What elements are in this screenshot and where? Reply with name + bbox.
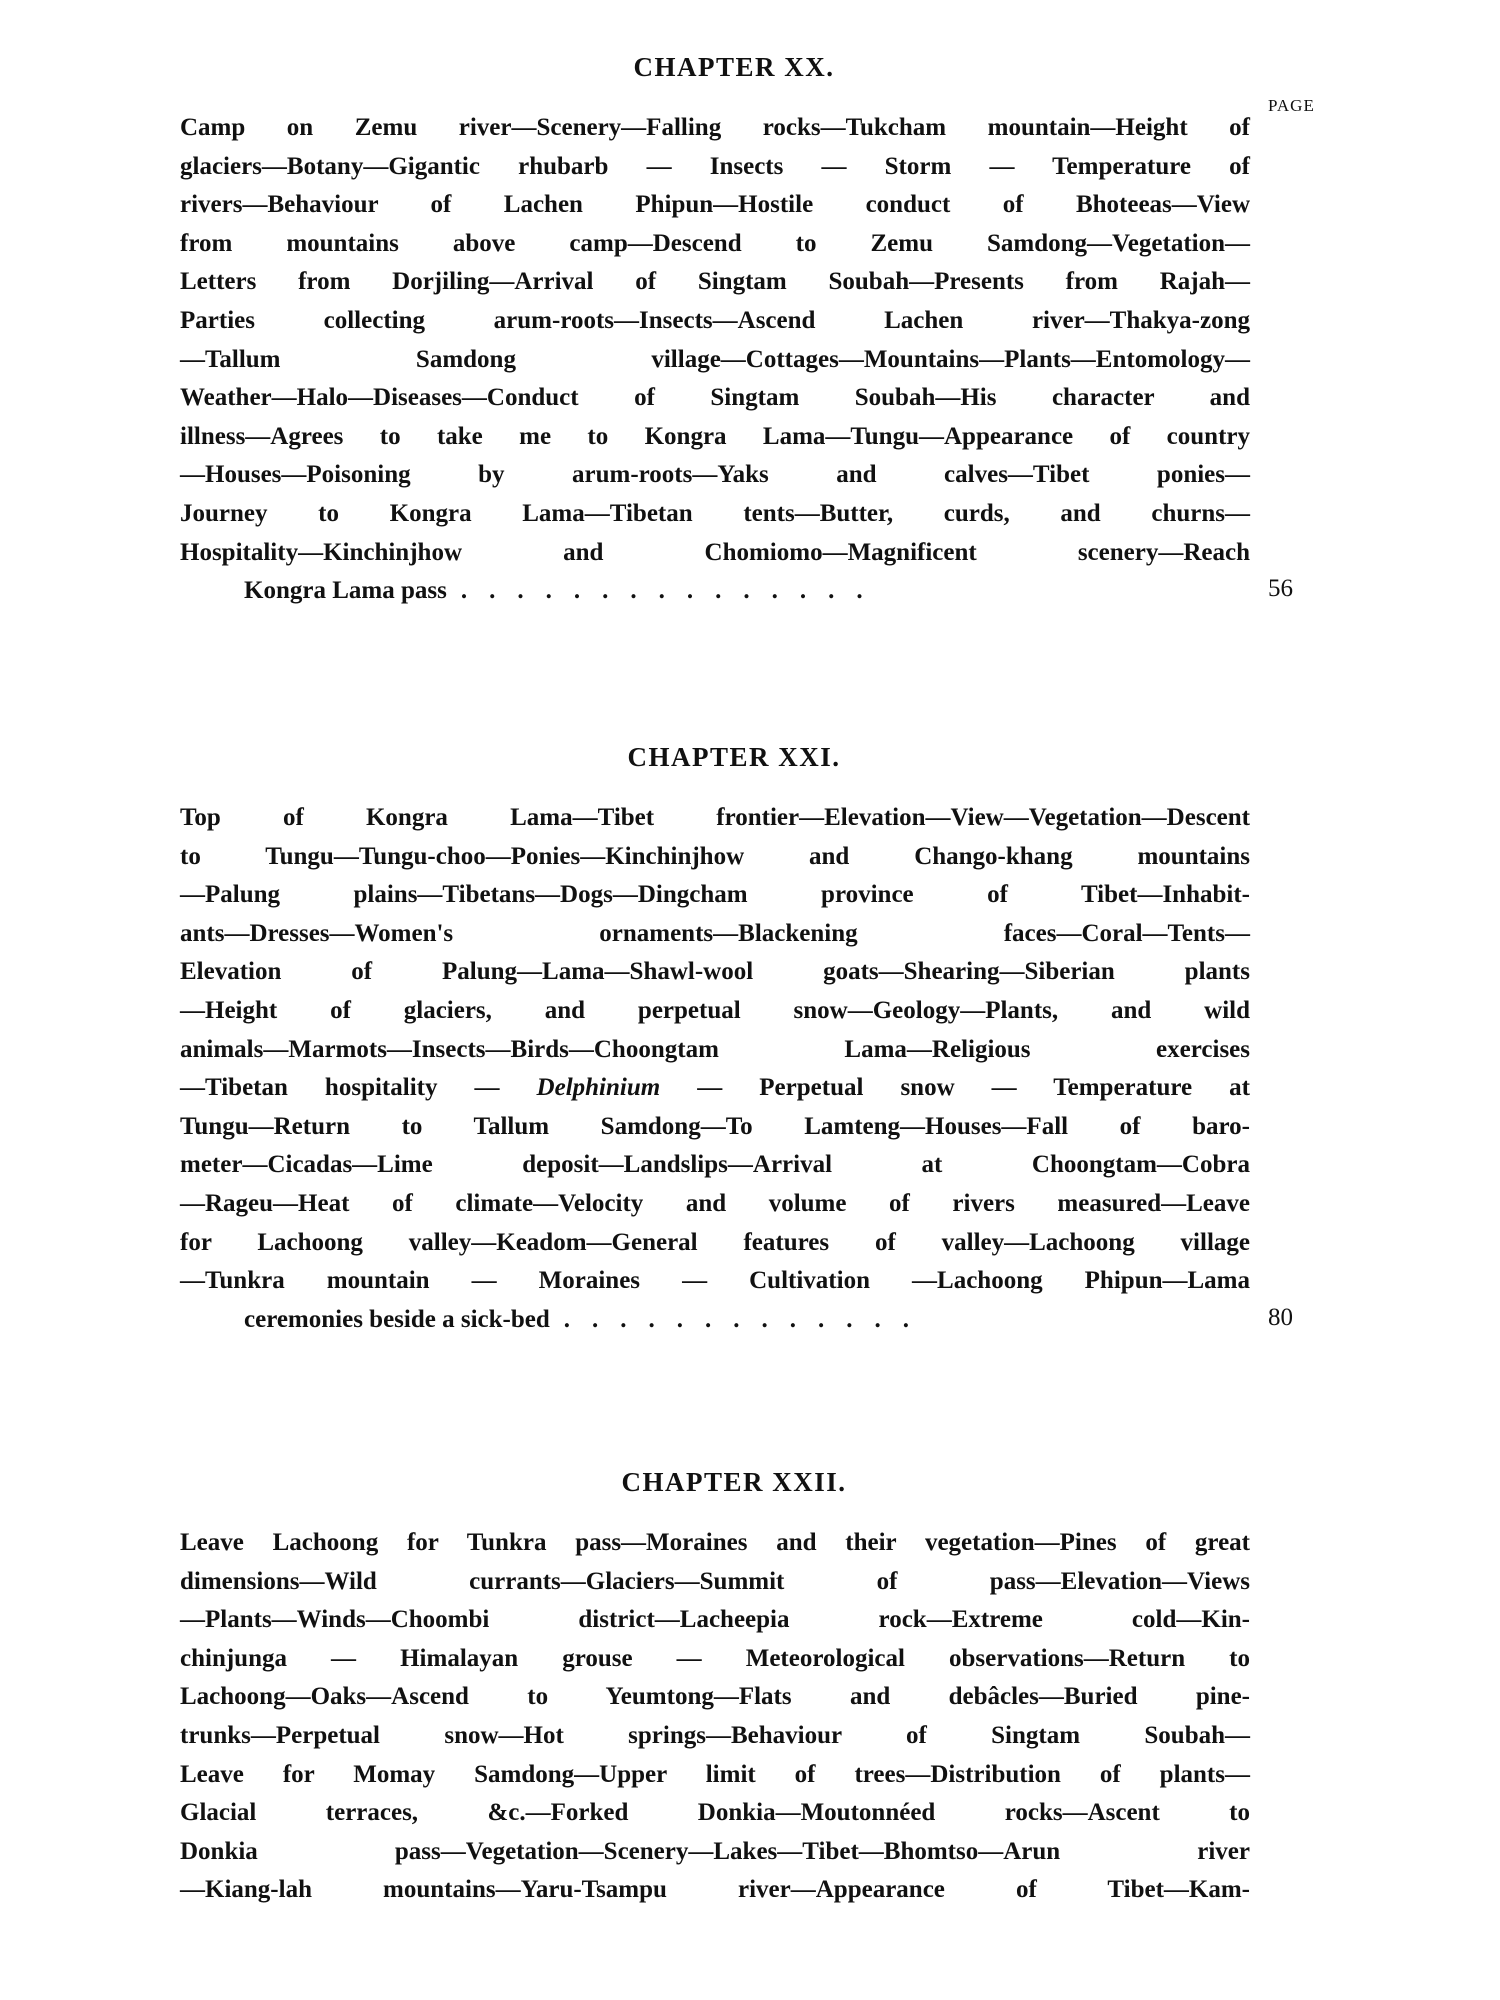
summary-line: for Lachoong valley—Keadom—General features of valley—Lachoong village: [180, 1228, 1250, 1256]
summary-line-end: Kongra Lama pass: [244, 577, 447, 605]
species-name: Delphinium: [536, 1074, 661, 1102]
summary-line: —Tibetan hospitality — Delphinium — Perpetual snow — Temperature at: [180, 1074, 1250, 1102]
summary-line: from mountains above camp—Descend to Zemu Samdong—Vegetation—: [180, 229, 1250, 257]
summary-line: glaciers—Botany—Gigantic rhubarb — Insects — Storm — Temperature of: [180, 152, 1250, 180]
summary-line: Weather—Halo—Diseases—Conduct of Singtam Soubah—His character and: [180, 384, 1250, 412]
chapter-xxi: [180, 742, 1293, 1339]
summary-line: dimensions—Wild currants—Glaciers—Summit of pass—Elevation—Views: [180, 1567, 1250, 1595]
summary-line: —Tallum Samdong village—Cottages—Mountains—Plants—Entomology—: [180, 345, 1250, 373]
summary-line: Hospitality—Kinchinjhow and Chomiomo—Magnificent scenery—Reach: [180, 538, 1250, 566]
summary-line: meter—Cicadas—Lime deposit—Landslips—Arrival at Choongtam—Cobra: [180, 1151, 1250, 1179]
summary-line: —Kiang-lah mountains—Yaru-Tsampu river—Appearance of Tibet—Kam-: [180, 1876, 1250, 1904]
summary-line: Journey to Kongra Lama—Tibetan tents—Butter, curds, and churns—: [180, 499, 1250, 527]
chapter-heading: CHAPTER XXI.: [627, 742, 841, 772]
summary-line: Parties collecting arum-roots—Insects—Ascend Lachen river—Thakya-zong: [180, 306, 1250, 334]
summary-line: Camp on Zemu river—Scenery—Falling rocks—Tukcham mountain—Height of: [180, 114, 1250, 141]
summary-line: animals—Marmots—Insects—Birds—Choongtam Lama—Religious exercises: [180, 1035, 1250, 1063]
chapter-heading: CHAPTER XX.: [633, 52, 835, 82]
summary-line: to Tungu—Tungu-choo—Ponies—Kinchinjhow and Chango-khang mountains: [180, 842, 1250, 870]
summary-line: —Height of glaciers, and perpetual snow—Geology—Plants, and wild: [180, 996, 1250, 1024]
summary-line: —Tunkra mountain — Moraines — Cultivation —Lachoong Phipun—Lama: [180, 1267, 1250, 1295]
chapter-xxii: [180, 1467, 1270, 1910]
summary-line: Lachoong—Oaks—Ascend to Yeumtong—Flats and debâcles—Buried pine-: [180, 1683, 1250, 1711]
page-column-label: PAGE: [1268, 96, 1315, 115]
chapter-summary: Camp on Zemu river—Scenery—Falling rocks—Tukcham mountain—Height of glaciers—Botany—Gigantic rhubarb — Insects — Storm — Temperature of rivers—Behaviour of Lachen Phipun—Hostile conduct of Bhoteeas—View from mountains above camp—Descend to Zemu Samdong—Vegetation— Letters from Dorjiling—Arrival of Singtam Soubah—Presents from Rajah— Parties collecting arum-roots—Insects—Ascend Lachen river—Thakya-zong —Tallum Samdong village—Cottages—Mountains—Plants—Entomology— Weather—Halo—Diseases—Conduct of Singtam Soubah—His character and illness—Agrees to take me to Kongra Lama—Tungu—Appearance of country —Houses—Poisoning by arum-roots—Yaks and calves—Tibet ponies— Journey to Kongra Lama—Tibetan tents—Butter, curds, and churns— Hospitality—Kinchinjhow and Chomiomo—Magnificent scenery—Reach Kongra Lama pass ............... 56: [180, 109, 1250, 611]
summary-line: Tungu—Return to Tallum Samdong—To Lamteng—Houses—Fall of baro-: [180, 1112, 1250, 1140]
summary-line: ants—Dresses—Women's ornaments—Blackening faces—Coral—Tents—: [180, 919, 1250, 947]
summary-line-end: ceremonies beside a sick-bed: [244, 1305, 550, 1333]
summary-line: Letters from Dorjiling—Arrival of Singtam Soubah—Presents from Rajah—: [180, 268, 1250, 296]
summary-line: Donkia pass—Vegetation—Scenery—Lakes—Tibet—Bhomtso—Arun river: [180, 1837, 1250, 1865]
summary-line: Top of Kongra Lama—Tibet frontier—Elevation—View—Vegetation—Descent: [180, 804, 1250, 831]
chapter-heading: CHAPTER XXII.: [621, 1467, 847, 1497]
chapter-summary: Top of Kongra Lama—Tibet frontier—Elevation—View—Vegetation—Descent to Tungu—Tungu-choo—Ponies—Kinchinjhow and Chango-khang mountains —Palung plains—Tibetans—Dogs—Dingcham province of Tibet—Inhabit- ants—Dresses—Women's ornaments—Blackening faces—Coral—Tents— Elevation of Palung—Lama—Shawl-wool goats—Shearing—Siberian plants —Height of glaciers, and perpetual snow—Geology—Plants, and wild animals—Marmots—Insects—Birds—Choongtam Lama—Religious exercises —Tibetan hospitality — Delphinium — Perpetual snow — Temperature at Tungu—Return to Tallum Samdong—To Lamteng—Houses—Fall of baro- meter—Cicadas—Lime deposit—Landslips—Arrival at Choongtam—Cobra —Rageu—Heat of climate—Velocity and volume of rivers measured—Leave for Lachoong valley—Keadom—General features of valley—Lachoong village —Tunkra mountain — Moraines — Cultivation —Lachoong Phipun—Lama ceremonies beside a sick-bed ............. 80: [180, 799, 1250, 1339]
summary-line: Leave for Momay Samdong—Upper limit of trees—Distribution of plants—: [180, 1760, 1250, 1788]
summary-line: —Palung plains—Tibetans—Dogs—Dingcham province of Tibet—Inhabit-: [180, 881, 1250, 909]
summary-line: Leave Lachoong for Tunkra pass—Moraines and their vegetation—Pines of great: [180, 1529, 1250, 1556]
summary-line: —Houses—Poisoning by arum-roots—Yaks and calves—Tibet ponies—: [180, 461, 1250, 489]
dot-leader: .............: [563, 1305, 932, 1333]
summary-line: chinjunga — Himalayan grouse — Meteorological observations—Return to: [180, 1644, 1250, 1672]
summary-line: trunks—Perpetual snow—Hot springs—Behaviour of Singtam Soubah—: [180, 1721, 1250, 1749]
summary-line: Glacial terraces, &c.—Forked Donkia—Moutonnéed rocks—Ascent to: [180, 1799, 1250, 1827]
summary-line: illness—Agrees to take me to Kongra Lama—Tungu—Appearance of country: [180, 422, 1250, 450]
summary-line: Elevation of Palung—Lama—Shawl-wool goats—Shearing—Siberian plants: [180, 958, 1250, 986]
summary-line: rivers—Behaviour of Lachen Phipun—Hostile conduct of Bhoteeas—View: [180, 191, 1250, 219]
dot-leader: ...............: [460, 577, 885, 605]
summary-last-line: [244, 572, 1250, 611]
summary-line: —Rageu—Heat of climate—Velocity and volume of rivers measured—Leave: [180, 1189, 1250, 1217]
chapter-summary: [180, 1524, 1250, 1910]
summary-line: —Plants—Winds—Choombi district—Lacheepia rock—Extreme cold—Kin-: [180, 1606, 1250, 1634]
summary-last-line: [244, 1301, 1250, 1340]
